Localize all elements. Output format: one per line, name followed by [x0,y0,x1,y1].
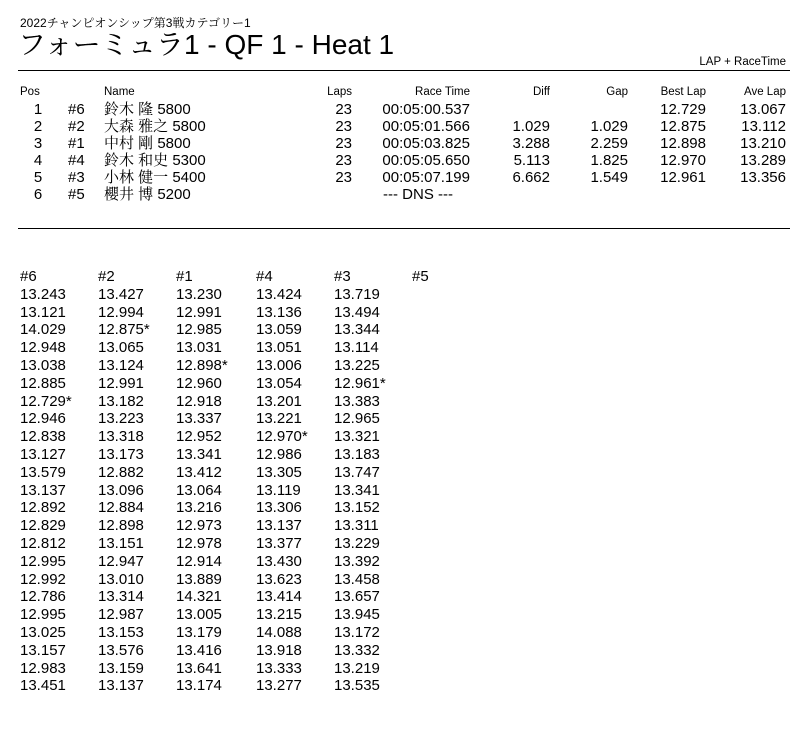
lap-time-cell: 12.973 [176,517,222,535]
lap-time-cell: 12.948 [20,339,66,357]
lap-time-cell: 13.344 [334,321,380,339]
lap-time-cell: 13.576 [98,641,144,659]
lap-time-cell: 13.006 [256,356,302,374]
lap-time-cell: 12.829 [20,517,66,535]
lap-time-cell: 13.137 [20,481,66,499]
lap-time-cell: 14.321 [176,588,222,606]
cell-laps: 23 [335,101,352,118]
lap-time-cell: 12.992 [20,570,66,588]
lap-time-cell: 13.229 [334,534,380,552]
col-header-laps: Laps [327,86,352,98]
lap-time-cell: 12.898 [98,517,144,535]
series-name: 2022チャンピオンシップ第3戦カテゴリー1 [20,16,251,30]
results-table [0,86,800,203]
lap-column-header: #5 [412,268,429,285]
lap-column [334,268,386,695]
lap-time-cell: 13.059 [256,321,302,339]
lap-time-cell: 13.230 [176,285,222,303]
lap-time-cell: 12.985 [176,321,222,339]
table-row-dns [0,186,800,203]
lap-time-cell: 13.918 [256,641,302,659]
lap-time-cell: 13.412 [176,463,222,481]
col-header-best-lap: Best Lap [660,86,706,98]
lap-time-cell: 13.747 [334,463,380,481]
lap-time-cell: 13.383 [334,392,380,410]
cell-race-time: 00:05:01.566 [382,118,470,135]
header-divider [18,70,790,71]
lap-time-cell: 13.114 [334,339,379,357]
lap-time-cell: 13.424 [256,285,302,303]
cell-pos: 2 [33,118,43,135]
lap-time-cell: 12.786 [20,588,66,606]
section-divider [18,228,790,229]
lap-time-cell: 13.136 [256,303,302,321]
cell-best-lap: 12.961 [660,169,706,186]
lap-time-cell: 13.311 [334,517,379,535]
lap-time-cell: 12.995 [20,552,66,570]
lap-time-cell: 12.978 [176,534,222,552]
lap-time-cell: 13.054 [256,374,302,392]
cell-gap: 2.259 [590,135,628,152]
lap-time-cell: 13.889 [176,570,222,588]
lap-time-cell: 13.153 [98,623,144,641]
cell-name: 中村 剛 5800 [104,135,191,152]
lap-time-cell: 13.127 [20,445,66,463]
lap-time-cell: 13.306 [256,499,302,517]
lap-time-cell: 13.451 [20,677,66,695]
lap-time-cell: 13.219 [334,659,380,677]
lap-time-cell: 12.995 [20,606,66,624]
lap-column-header: #3 [334,268,351,285]
cell-diff: 6.662 [512,169,550,186]
lap-time-cell: 13.183 [334,445,380,463]
cell-laps: 23 [335,118,352,135]
lap-time-cell: 12.960 [176,374,222,392]
lap-time-cell: 13.321 [334,428,380,446]
cell-name: 櫻井 博 5200 [104,186,191,203]
lap-time-cell: 13.945 [334,606,380,624]
cell-ave-lap: 13.067 [740,101,786,118]
lap-time-cell: 12.914 [176,552,222,570]
cell-number: #5 [68,186,85,203]
lap-time-cell: 13.341 [334,481,380,499]
col-header-name: Name [104,86,135,98]
lap-time-cell: 13.137 [98,677,144,695]
cell-race-time: 00:05:05.650 [382,152,470,169]
cell-laps: 23 [335,152,352,169]
cell-best-lap: 12.729 [660,101,706,118]
lap-time-cell: 12.729* [20,392,72,410]
lap-time-cell: 13.152 [334,499,380,517]
lap-time-cell: 13.151 [98,534,144,552]
lap-time-cell: 14.088 [256,623,302,641]
lap-time-cell: 13.038 [20,356,66,374]
lap-time-cell: 13.243 [20,285,66,303]
lap-time-cell: 13.215 [256,606,302,624]
cell-number: #1 [68,135,85,152]
lap-time-cell: 12.961* [334,374,386,392]
lap-time-cell: 13.157 [20,641,66,659]
lap-time-cell: 12.970* [256,428,308,446]
cell-diff: 1.029 [512,118,550,135]
lap-time-cell: 13.121 [20,303,66,321]
lap-time-cell: 13.332 [334,641,380,659]
lap-time-cell: 13.137 [256,517,302,535]
cell-pos: 5 [33,169,43,186]
lap-time-cell: 13.392 [334,552,380,570]
results-header-row [0,86,800,101]
results-body [0,101,800,186]
cell-race-time: 00:05:07.199 [382,169,470,186]
lap-column [98,268,150,695]
lap-time-cell: 12.892 [20,499,66,517]
lap-time-cell: 12.884 [98,499,144,517]
lap-time-cell: 13.657 [334,588,380,606]
lap-time-cell: 12.812 [20,534,66,552]
col-header-diff: Diff [532,86,550,98]
lap-column [412,268,429,286]
lap-time-cell: 13.064 [176,481,222,499]
cell-pos: 4 [33,152,43,169]
lap-column-header: #2 [98,268,115,285]
lap-time-cell: 13.179 [176,623,222,641]
lap-time-cell: 12.991 [176,303,222,321]
lap-time-cell: 13.494 [334,303,380,321]
lap-time-cell: 14.029 [20,321,66,339]
page-title: フォーミュラ1 - QF 1 - Heat 1 [18,29,395,60]
cell-name: 鈴木 和史 5300 [104,152,206,169]
col-header-race-time: Race Time [415,86,470,98]
cell-race-time: 00:05:00.537 [382,101,470,118]
cell-ave-lap: 13.210 [740,135,786,152]
table-row [0,169,800,186]
lap-time-cell: 12.918 [176,392,222,410]
lap-time-cell: 12.952 [176,428,222,446]
lap-time-cell: 13.277 [256,677,302,695]
cell-number: #4 [68,152,85,169]
lap-column [176,268,228,695]
lap-time-cell: 13.174 [176,677,222,695]
lap-time-cell: 13.010 [98,570,144,588]
lap-time-cell: 13.173 [98,445,144,463]
lap-column-header: #1 [176,268,193,285]
lap-time-cell: 13.427 [98,285,144,303]
table-row [0,101,800,118]
cell-pos: 3 [33,135,43,152]
cell-name: 大森 雅之 5800 [104,118,206,135]
cell-ave-lap: 13.356 [740,169,786,186]
lap-time-cell: 12.882 [98,463,144,481]
lap-time-cell: 13.221 [256,410,302,428]
cell-status: --- DNS --- [383,186,453,203]
lap-time-cell: 13.430 [256,552,302,570]
cell-pos: 1 [33,101,43,118]
cell-ave-lap: 13.289 [740,152,786,169]
lap-time-cell: 12.947 [98,552,144,570]
lap-time-cell: 13.416 [176,641,222,659]
cell-name: 鈴木 隆 5800 [104,101,191,118]
cell-diff: 5.113 [513,152,550,169]
cell-ave-lap: 13.112 [741,118,786,135]
cell-pos: 6 [33,186,43,203]
lap-time-cell: 13.337 [176,410,222,428]
lap-time-cell: 13.414 [256,588,302,606]
lap-time-cell: 13.579 [20,463,66,481]
lap-column-header: #4 [256,268,273,285]
lap-time-cell: 13.641 [176,659,222,677]
lap-time-cell: 13.318 [98,428,144,446]
col-header-ave-lap: Ave Lap [744,86,786,98]
lap-time-cell: 12.991 [98,374,144,392]
cell-best-lap: 12.875 [660,118,706,135]
col-header-gap: Gap [606,86,628,98]
lap-time-cell: 13.119 [256,481,301,499]
lap-time-cell: 12.987 [98,606,144,624]
lap-time-cell: 12.965 [334,410,380,428]
cell-diff: 3.288 [512,135,550,152]
table-row [0,152,800,169]
lap-time-cell: 12.986 [256,445,302,463]
lap-column [20,268,72,695]
cell-number: #3 [68,169,85,186]
lap-time-cell: 13.458 [334,570,380,588]
lap-time-cell: 13.377 [256,534,302,552]
cell-best-lap: 12.970 [660,152,706,169]
report-subtitle: LAP + RaceTime [699,56,786,68]
lap-time-cell: 13.535 [334,677,380,695]
lap-time-cell: 13.172 [334,623,380,641]
lap-time-cell: 13.623 [256,570,302,588]
lap-time-cell: 13.159 [98,659,144,677]
table-row [0,135,800,152]
lap-time-cell: 13.314 [98,588,144,606]
lap-time-cell: 13.025 [20,623,66,641]
lap-time-cell: 13.065 [98,339,144,357]
lap-time-cell: 12.946 [20,410,66,428]
lap-time-cell: 12.898* [176,356,228,374]
cell-laps: 23 [335,135,352,152]
lap-time-cell: 13.182 [98,392,144,410]
lap-column [256,268,308,695]
cell-gap: 1.029 [590,118,628,135]
lap-column-header: #6 [20,268,37,285]
cell-name: 小林 健一 5400 [104,169,206,186]
lap-time-cell: 13.031 [176,339,222,357]
lap-time-cell: 13.201 [256,392,302,410]
lap-time-cell: 13.719 [334,285,380,303]
lap-time-cell: 13.051 [256,339,302,357]
lap-time-cell: 13.216 [176,499,222,517]
lap-time-cell: 13.305 [256,463,302,481]
cell-number: #6 [68,101,85,118]
lap-time-cell: 13.341 [176,445,222,463]
col-header-pos: Pos [20,86,40,98]
lap-time-cell: 12.838 [20,428,66,446]
cell-number: #2 [68,118,85,135]
cell-best-lap: 12.898 [660,135,706,152]
lap-time-cell: 12.885 [20,374,66,392]
cell-gap: 1.549 [590,169,628,186]
lap-time-cell: 12.875* [98,321,150,339]
lap-time-cell: 13.096 [98,481,144,499]
lap-time-cell: 13.124 [98,356,144,374]
cell-laps: 23 [335,169,352,186]
cell-gap: 1.825 [590,152,628,169]
lap-time-cell: 13.005 [176,606,222,624]
table-row [0,118,800,135]
lap-time-cell: 13.225 [334,356,380,374]
lap-time-cell: 13.223 [98,410,144,428]
lap-time-cell: 13.333 [256,659,302,677]
lap-time-cell: 12.983 [20,659,66,677]
cell-race-time: 00:05:03.825 [382,135,470,152]
lap-time-cell: 12.994 [98,303,144,321]
